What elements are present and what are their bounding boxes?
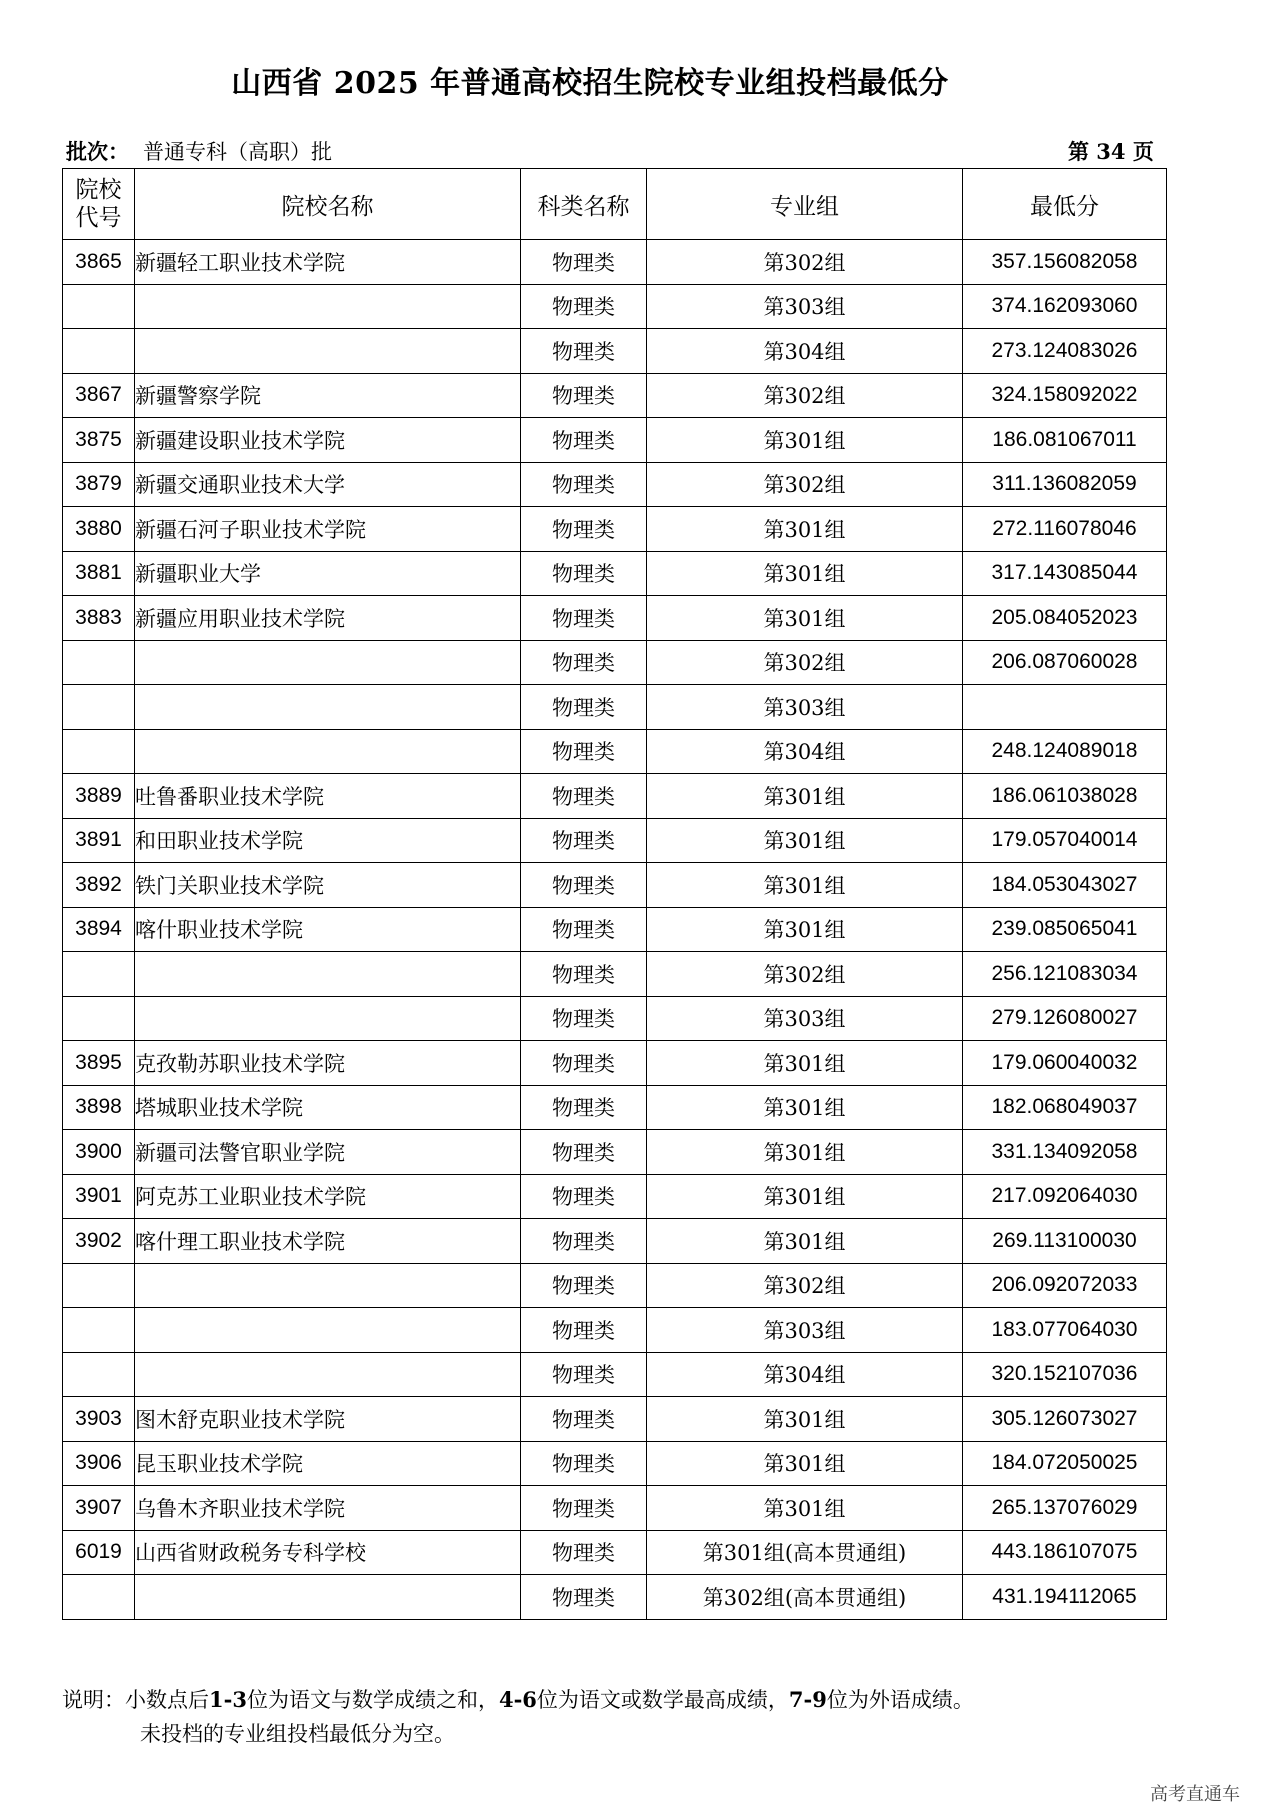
cell-score: 179.057040014: [963, 818, 1167, 863]
cell-group: 第303组: [647, 996, 963, 1041]
cell-type: 物理类: [521, 818, 647, 863]
cell-name: 塔城职业技术学院: [135, 1085, 521, 1130]
header-name: 院校名称: [135, 169, 521, 240]
cell-name: [135, 1263, 521, 1308]
cell-score: 205.084052023: [963, 596, 1167, 641]
cell-name: 新疆交通职业技术大学: [135, 462, 521, 507]
page-title: 山西省 2025 年普通高校招生院校专业组投档最低分: [231, 66, 949, 101]
cell-group: 第301组: [647, 774, 963, 819]
cell-group: 第301组(高本贯通组): [647, 1530, 963, 1575]
cell-name: [135, 996, 521, 1041]
cell-code: [63, 685, 135, 730]
cell-type: 物理类: [521, 1219, 647, 1264]
cell-code: [63, 1263, 135, 1308]
cell-score: 239.085065041: [963, 907, 1167, 952]
cell-score: 324.158092022: [963, 373, 1167, 418]
cell-code: 3881: [63, 551, 135, 596]
cell-group: 第302组: [647, 462, 963, 507]
cell-group: 第302组: [647, 1263, 963, 1308]
cell-score: 217.092064030: [963, 1174, 1167, 1219]
cell-type: 物理类: [521, 1441, 647, 1486]
cell-name: 新疆警察学院: [135, 373, 521, 418]
header-code: 院校 代号: [63, 169, 135, 240]
cell-group: 第301组: [647, 818, 963, 863]
footnote-line2: 未投档的专业组投档最低分为空。: [140, 1722, 455, 1746]
cell-name: [135, 685, 521, 730]
cell-name: 阿克苏工业职业技术学院: [135, 1174, 521, 1219]
cell-score: 374.162093060: [963, 284, 1167, 329]
cell-code: 3883: [63, 596, 135, 641]
table-row: [63, 1397, 1167, 1442]
cell-name: [135, 329, 521, 374]
table-row: [63, 1263, 1167, 1308]
cell-score: 311.136082059: [963, 462, 1167, 507]
table-header-row: [63, 169, 1167, 240]
cell-score: 357.156082058: [963, 240, 1167, 285]
cell-name: [135, 1308, 521, 1353]
cell-group: 第302组(高本贯通组): [647, 1575, 963, 1620]
cell-group: 第301组: [647, 907, 963, 952]
cell-group: 第303组: [647, 685, 963, 730]
cell-name: 图木舒克职业技术学院: [135, 1397, 521, 1442]
cell-score: 256.121083034: [963, 952, 1167, 997]
cell-code: 3892: [63, 863, 135, 908]
cell-name: 新疆司法警官职业学院: [135, 1130, 521, 1175]
cell-type: 物理类: [521, 1041, 647, 1086]
cell-group: 第304组: [647, 329, 963, 374]
cell-type: 物理类: [521, 329, 647, 374]
table-row: [63, 418, 1167, 463]
table-row: [63, 1130, 1167, 1175]
cell-score: 206.087060028: [963, 640, 1167, 685]
table-row: [63, 240, 1167, 285]
cell-score: 186.081067011: [963, 418, 1167, 463]
cell-name: [135, 640, 521, 685]
cell-code: [63, 640, 135, 685]
cell-type: 物理类: [521, 373, 647, 418]
cell-name: 新疆建设职业技术学院: [135, 418, 521, 463]
cell-group: 第301组: [647, 418, 963, 463]
cell-code: 3906: [63, 1441, 135, 1486]
cell-code: 3875: [63, 418, 135, 463]
cell-group: 第303组: [647, 1308, 963, 1353]
cell-score: 179.060040032: [963, 1041, 1167, 1086]
batch-value: 普通专科（高职）批: [143, 140, 332, 164]
table-row: [63, 729, 1167, 774]
header-group: 专业组: [647, 169, 963, 240]
cell-type: 物理类: [521, 907, 647, 952]
table-row: [63, 1486, 1167, 1531]
score-table: [62, 168, 1167, 1620]
cell-type: 物理类: [521, 774, 647, 819]
batch-info: [66, 136, 332, 166]
cell-code: 3895: [63, 1041, 135, 1086]
cell-group: 第304组: [647, 729, 963, 774]
cell-score: 443.186107075: [963, 1530, 1167, 1575]
cell-code: 3907: [63, 1486, 135, 1531]
cell-code: 3894: [63, 907, 135, 952]
cell-name: 新疆轻工职业技术学院: [135, 240, 521, 285]
cell-code: 3889: [63, 774, 135, 819]
cell-group: 第303组: [647, 284, 963, 329]
cell-score: 279.126080027: [963, 996, 1167, 1041]
cell-score: 183.077064030: [963, 1308, 1167, 1353]
cell-name: 新疆职业大学: [135, 551, 521, 596]
cell-group: 第302组: [647, 640, 963, 685]
cell-group: 第302组: [647, 240, 963, 285]
table-row: [63, 1219, 1167, 1264]
table-row: [63, 863, 1167, 908]
cell-score: 272.116078046: [963, 507, 1167, 552]
cell-group: 第302组: [647, 373, 963, 418]
cell-code: [63, 1352, 135, 1397]
table-row: [63, 596, 1167, 641]
cell-type: 物理类: [521, 551, 647, 596]
cell-group: 第301组: [647, 1219, 963, 1264]
cell-type: 物理类: [521, 1352, 647, 1397]
cell-code: 6019: [63, 1530, 135, 1575]
cell-code: [63, 996, 135, 1041]
cell-name: 山西省财政税务专科学校: [135, 1530, 521, 1575]
table-row: [63, 507, 1167, 552]
table-row: [63, 685, 1167, 730]
cell-score: 206.092072033: [963, 1263, 1167, 1308]
cell-type: 物理类: [521, 1530, 647, 1575]
cell-name: [135, 1575, 521, 1620]
table-row: [63, 640, 1167, 685]
cell-code: 3867: [63, 373, 135, 418]
table-row: [63, 774, 1167, 819]
cell-score: 184.072050025: [963, 1441, 1167, 1486]
cell-type: 物理类: [521, 685, 647, 730]
cell-type: 物理类: [521, 596, 647, 641]
cell-group: 第304组: [647, 1352, 963, 1397]
cell-type: 物理类: [521, 1263, 647, 1308]
header-score: 最低分: [963, 169, 1167, 240]
cell-type: 物理类: [521, 462, 647, 507]
cell-type: 物理类: [521, 1130, 647, 1175]
cell-name: [135, 1352, 521, 1397]
cell-type: 物理类: [521, 640, 647, 685]
table-row: [63, 462, 1167, 507]
page-number: 第 34 页: [1068, 139, 1154, 164]
table-row: [63, 1041, 1167, 1086]
cell-group: 第301组: [647, 507, 963, 552]
cell-type: 物理类: [521, 418, 647, 463]
cell-name: 喀什职业技术学院: [135, 907, 521, 952]
cell-score: 331.134092058: [963, 1130, 1167, 1175]
cell-group: 第301组: [647, 1441, 963, 1486]
cell-score: 320.152107036: [963, 1352, 1167, 1397]
table-row: [63, 1441, 1167, 1486]
cell-type: 物理类: [521, 996, 647, 1041]
header-type: 科类名称: [521, 169, 647, 240]
cell-score: [963, 685, 1167, 730]
cell-code: [63, 1308, 135, 1353]
cell-group: 第301组: [647, 1041, 963, 1086]
cell-group: 第301组: [647, 1130, 963, 1175]
cell-score: 186.061038028: [963, 774, 1167, 819]
table-body: [63, 240, 1167, 1620]
cell-type: 物理类: [521, 240, 647, 285]
cell-score: 305.126073027: [963, 1397, 1167, 1442]
table-row: [63, 1174, 1167, 1219]
cell-score: 265.137076029: [963, 1486, 1167, 1531]
cell-group: 第301组: [647, 1085, 963, 1130]
cell-name: 新疆石河子职业技术学院: [135, 507, 521, 552]
table-row: [63, 996, 1167, 1041]
cell-code: [63, 952, 135, 997]
cell-group: 第301组: [647, 551, 963, 596]
cell-score: 273.124083026: [963, 329, 1167, 374]
cell-score: 317.143085044: [963, 551, 1167, 596]
cell-code: 3879: [63, 462, 135, 507]
cell-name: 克孜勒苏职业技术学院: [135, 1041, 521, 1086]
cell-type: 物理类: [521, 729, 647, 774]
cell-group: 第301组: [647, 1486, 963, 1531]
cell-name: 新疆应用职业技术学院: [135, 596, 521, 641]
cell-code: [63, 1575, 135, 1620]
cell-score: 182.068049037: [963, 1085, 1167, 1130]
table-row: [63, 818, 1167, 863]
table-row: [63, 907, 1167, 952]
cell-score: 269.113100030: [963, 1219, 1167, 1264]
table-row: [63, 1085, 1167, 1130]
table-row: [63, 373, 1167, 418]
watermark: 高考直通车: [1150, 1784, 1240, 1805]
table-row: [63, 1575, 1167, 1620]
cell-code: 3900: [63, 1130, 135, 1175]
cell-type: 物理类: [521, 1397, 647, 1442]
cell-group: 第301组: [647, 1174, 963, 1219]
cell-score: 248.124089018: [963, 729, 1167, 774]
cell-code: [63, 284, 135, 329]
cell-type: 物理类: [521, 1575, 647, 1620]
cell-type: 物理类: [521, 507, 647, 552]
cell-type: 物理类: [521, 1174, 647, 1219]
cell-name: 乌鲁木齐职业技术学院: [135, 1486, 521, 1531]
table-row: [63, 551, 1167, 596]
batch-label: 批次：: [66, 139, 129, 164]
footnote: [62, 1683, 974, 1751]
cell-group: 第301组: [647, 596, 963, 641]
cell-code: 3891: [63, 818, 135, 863]
cell-code: 3903: [63, 1397, 135, 1442]
cell-code: 3880: [63, 507, 135, 552]
table-row: [63, 952, 1167, 997]
cell-type: 物理类: [521, 284, 647, 329]
table-row: [63, 284, 1167, 329]
cell-name: [135, 729, 521, 774]
table-row: [63, 329, 1167, 374]
cell-group: 第302组: [647, 952, 963, 997]
cell-score: 431.194112065: [963, 1575, 1167, 1620]
cell-type: 物理类: [521, 863, 647, 908]
cell-name: 吐鲁番职业技术学院: [135, 774, 521, 819]
cell-group: 第301组: [647, 1397, 963, 1442]
cell-type: 物理类: [521, 952, 647, 997]
table-row: [63, 1308, 1167, 1353]
cell-code: [63, 729, 135, 774]
cell-code: 3898: [63, 1085, 135, 1130]
footnote-line1: 说明：小数点后1-3位为语文与数学成绩之和，4-6位为语文或数学最高成绩，7-9位为外语成绩。: [62, 1687, 974, 1712]
cell-code: 3901: [63, 1174, 135, 1219]
cell-type: 物理类: [521, 1486, 647, 1531]
table-row: [63, 1352, 1167, 1397]
cell-group: 第301组: [647, 863, 963, 908]
cell-name: 喀什理工职业技术学院: [135, 1219, 521, 1264]
cell-code: [63, 329, 135, 374]
cell-code: 3865: [63, 240, 135, 285]
table-row: [63, 1530, 1167, 1575]
cell-name: [135, 284, 521, 329]
cell-code: 3902: [63, 1219, 135, 1264]
cell-name: 昆玉职业技术学院: [135, 1441, 521, 1486]
cell-name: 和田职业技术学院: [135, 818, 521, 863]
cell-name: 铁门关职业技术学院: [135, 863, 521, 908]
cell-name: [135, 952, 521, 997]
cell-type: 物理类: [521, 1308, 647, 1353]
cell-score: 184.053043027: [963, 863, 1167, 908]
cell-type: 物理类: [521, 1085, 647, 1130]
